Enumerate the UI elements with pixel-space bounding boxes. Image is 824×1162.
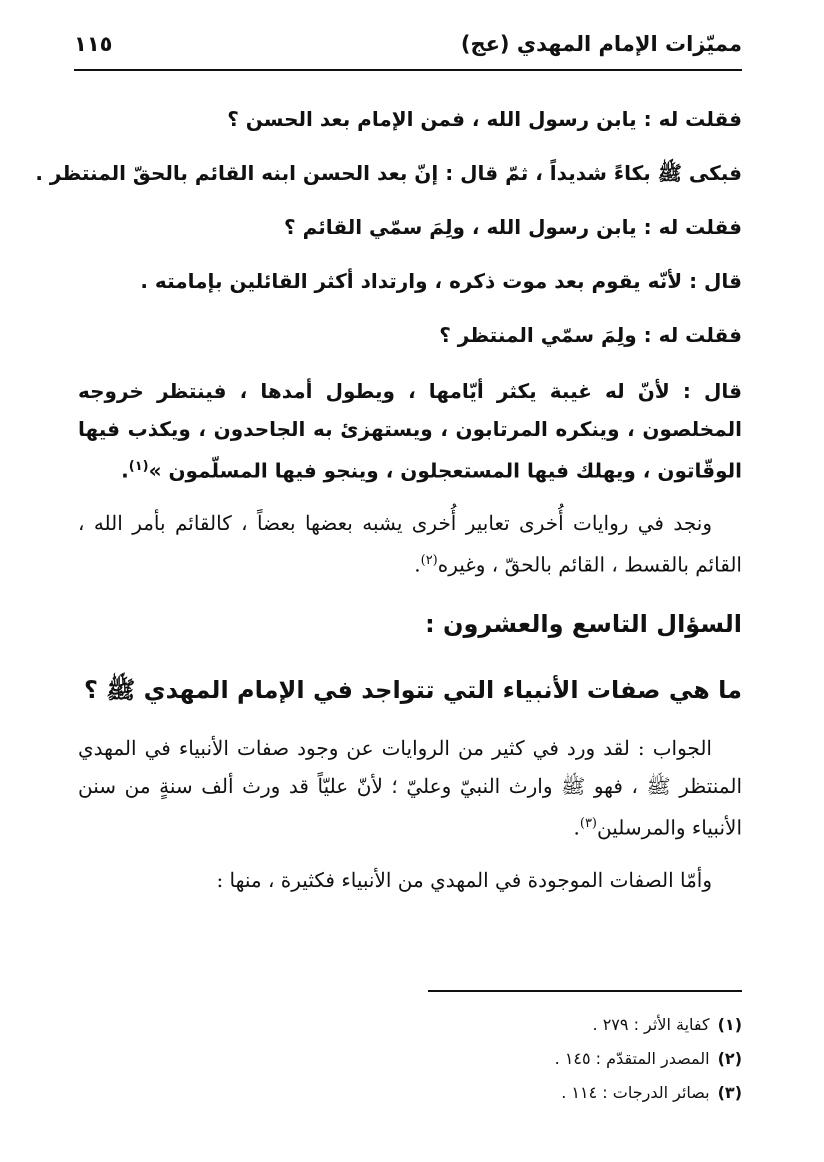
footnote-number: (٢) xyxy=(717,1049,742,1068)
footnote-text: المصدر المتقدّم : ١٤٥ . xyxy=(554,1049,710,1068)
page-body xyxy=(35,92,742,899)
footnote-text: بصائر الدرجات : ١١٤ . xyxy=(561,1083,710,1102)
paragraph-attributes: وأمّا الصفات الموجودة في المهدي من الأنبياء فكثيرة ، منها : xyxy=(216,867,712,892)
header-divider xyxy=(74,69,742,71)
paragraph-other-narrations: ونجد في روايات أُخرى تعابير أُخرى يشبه بعضها بعضاً ، كالقائم بأمر الله ، القائم بالقسط ، القائم بالحقّ ، وغيره$^{(٢)}$. xyxy=(78,510,742,577)
footnote-item xyxy=(78,1076,742,1110)
footnote-text: كفاية الأثر : ٢٧٩ . xyxy=(592,1015,710,1034)
running-title: مميّزات الإمام المهدي (عج) xyxy=(460,32,742,56)
footnote-number: (٣) xyxy=(717,1083,742,1102)
text-line-2: فبكى ﷺ بكاءً شديداً ، ثمّ قال : إنّ بعد الحسن ابنه القائم بالحقّ المنتظر . xyxy=(35,161,742,185)
footnote-item xyxy=(78,1008,742,1042)
paragraph-answer-text: قال : لأنّ له غيبة يكثر أيّامها ، ويطول أمدها ، فينتظر خروجه المخلصون ، وينكره المرتابون ، ويستهزئ به الجاحدون ، ويكذب فيها الوقّاتون ، ويهلك فيها المستعجلون ، وينجو فيها المسلّمون » xyxy=(78,379,742,483)
text-line-1: فقلت له : يابن رسول الله ، فمن الإمام بعد الحسن ؟ xyxy=(227,107,742,131)
paragraph-answer: قال : لأنّ له غيبة يكثر أيّامها ، ويطول أمدها ، فينتظر خروجه المخلصون ، وينكره المرتابون ، ويستهزئ به الجاحدون ، ويكذب فيها الوقّاتون ، ويهلك فيها المستعجلون ، وينجو فيها المسلّمون »$^{(١)}$. xyxy=(78,379,742,483)
footnote-ref-2: (٢) xyxy=(420,552,438,568)
footnote-ref-1: (١) xyxy=(128,459,149,474)
section-heading: السؤال التاسع والعشرون : xyxy=(425,610,742,639)
text-line-3: فقلت له : يابن رسول الله ، ولِمَ سمّي القائم ؟ xyxy=(284,215,742,239)
footnote-ref-3: (٣) xyxy=(579,816,597,832)
page-number: ١١٥ xyxy=(74,32,113,56)
page-header xyxy=(74,24,742,68)
footnote-number: (١) xyxy=(717,1015,742,1034)
footnote-item xyxy=(78,1042,742,1076)
paragraph-response: الجواب : لقد ورد في كثير من الروايات عن وجود صفات الأنبياء في المهدي المنتظر ﷺ ، فهو ﷺ وارث النبيّ وعليّ ؛ لأنّ عليّاً قد ورث ألف سنةٍ من سنن الأنبياء والمرسلين$^{(٣)}$. xyxy=(78,736,742,840)
paragraph-other-narrations-text: ونجد في روايات أُخرى تعابير أُخرى يشبه بعضها بعضاً ، كالقائم بأمر الله ، القائم بالقسط ، القائم بالحقّ ، وغيره xyxy=(78,510,742,577)
text-line-4: قال : لأنّه يقوم بعد موت ذكره ، وارتداد أكثر القائلين بإمامته . xyxy=(140,269,742,293)
text-line-5: فقلت له : ولِمَ سمّي المنتظر ؟ xyxy=(439,323,742,347)
question-heading: ما هي صفات الأنبياء التي تتواجد في الإمام المهدي ﷺ ؟ xyxy=(84,676,742,705)
footnote-divider xyxy=(428,990,742,992)
paragraph-response-text: الجواب : لقد ورد في كثير من الروايات عن وجود صفات الأنبياء في المهدي المنتظر ﷺ ، فهو ﷺ وارث النبيّ وعليّ ؛ لأنّ عليّاً قد ورث ألف سنةٍ من سنن الأنبياء والمرسلين xyxy=(78,736,742,840)
footnotes xyxy=(78,1008,742,1110)
